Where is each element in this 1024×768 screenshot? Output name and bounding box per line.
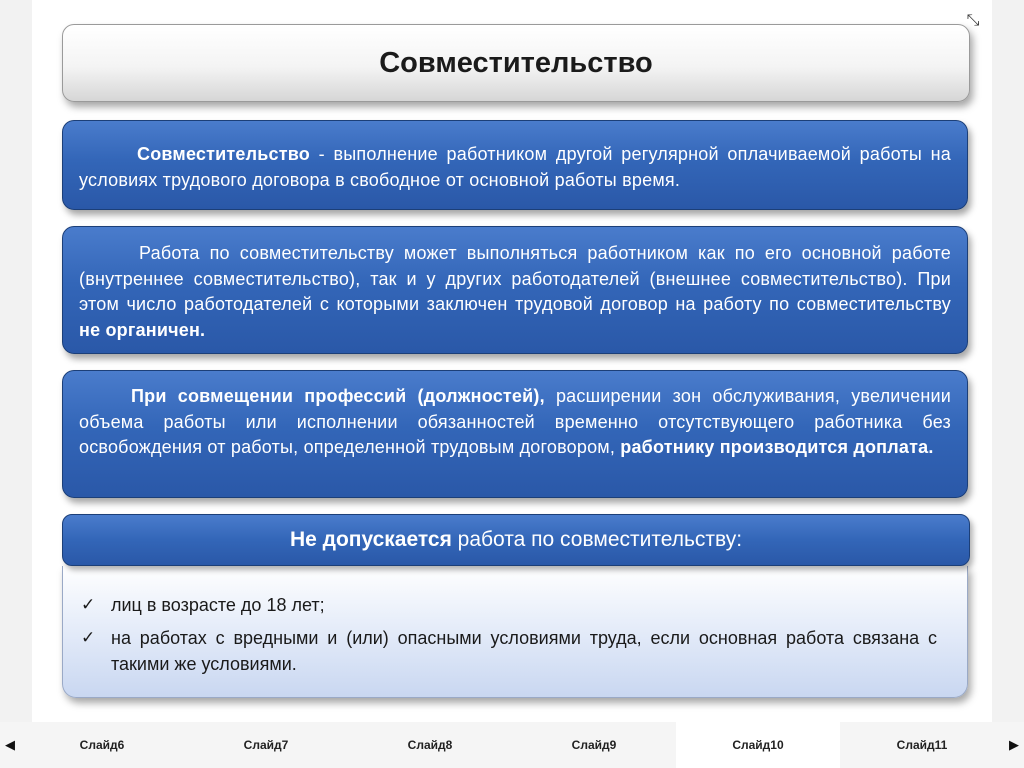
combination-body: расширении зон обслуживания, увеличении объема работы или исполнении обязанностей временно отсутствующего работника без освобождения от работы, определенной трудовым договором, bbox=[79, 386, 951, 457]
tab-slide11[interactable]: Слайд11 bbox=[896, 738, 948, 752]
title-box bbox=[62, 24, 970, 102]
collapse-icon[interactable]: ⤡ bbox=[960, 8, 986, 34]
combination-bold-start: При совмещении профессий (должностей), bbox=[131, 386, 545, 406]
slide-canvas bbox=[32, 0, 992, 722]
employers-block bbox=[62, 226, 968, 354]
check-icon: ✓ bbox=[81, 628, 96, 647]
restriction-list bbox=[81, 592, 937, 677]
slide-title: Совместительство bbox=[379, 46, 653, 79]
list-item bbox=[81, 625, 937, 677]
next-arrow-icon[interactable]: ▶ bbox=[1009, 737, 1019, 752]
tab-slide9[interactable]: Слайд9 bbox=[571, 738, 617, 752]
list-item bbox=[81, 592, 937, 618]
tab-slide10[interactable]: Слайд10 bbox=[676, 722, 840, 768]
slide-tabs bbox=[20, 722, 1004, 768]
definition-block bbox=[62, 120, 968, 210]
list-item-text: на работах с вредными и (или) опасными условиями труда, если основная работа связана с такими же условиями. bbox=[111, 628, 937, 674]
restriction-header-bold: Не допускается bbox=[289, 528, 452, 551]
restriction-header-text: работа по совместительству: bbox=[451, 528, 743, 551]
combination-text bbox=[79, 384, 951, 461]
tab-slide8[interactable]: Слайд8 bbox=[407, 738, 453, 752]
definition-body: - выполнение работником другой регулярной оплачиваемой работы на условиях трудового договора в свободное от основной работы время. bbox=[79, 144, 951, 190]
combination-bold-end: работнику производится доплата. bbox=[620, 437, 934, 457]
combination-block bbox=[62, 370, 968, 498]
restriction-header bbox=[62, 514, 970, 566]
tab-slide7[interactable]: Слайд7 bbox=[243, 738, 289, 752]
tab-slide6[interactable]: Слайд6 bbox=[79, 738, 125, 752]
employers-bold: не органичен. bbox=[79, 319, 206, 340]
definition-term: Совместительство bbox=[137, 144, 310, 164]
employers-text bbox=[79, 241, 951, 343]
check-icon: ✓ bbox=[81, 595, 96, 614]
employers-body: Работа по совместительству может выполняться работником как по его основной работе (внутреннее совместительство), так и у других работодателей (внешнее совместительство). При этом число работодателей с которыми заключен трудовой договор на работу по совместительству bbox=[79, 243, 951, 314]
slide-navigation bbox=[0, 722, 1024, 768]
restriction-list-box bbox=[62, 566, 968, 698]
definition-text bbox=[79, 142, 951, 193]
list-item-text: лиц в возрасте до 18 лет; bbox=[111, 595, 325, 615]
prev-arrow-icon[interactable]: ◀ bbox=[5, 737, 15, 752]
